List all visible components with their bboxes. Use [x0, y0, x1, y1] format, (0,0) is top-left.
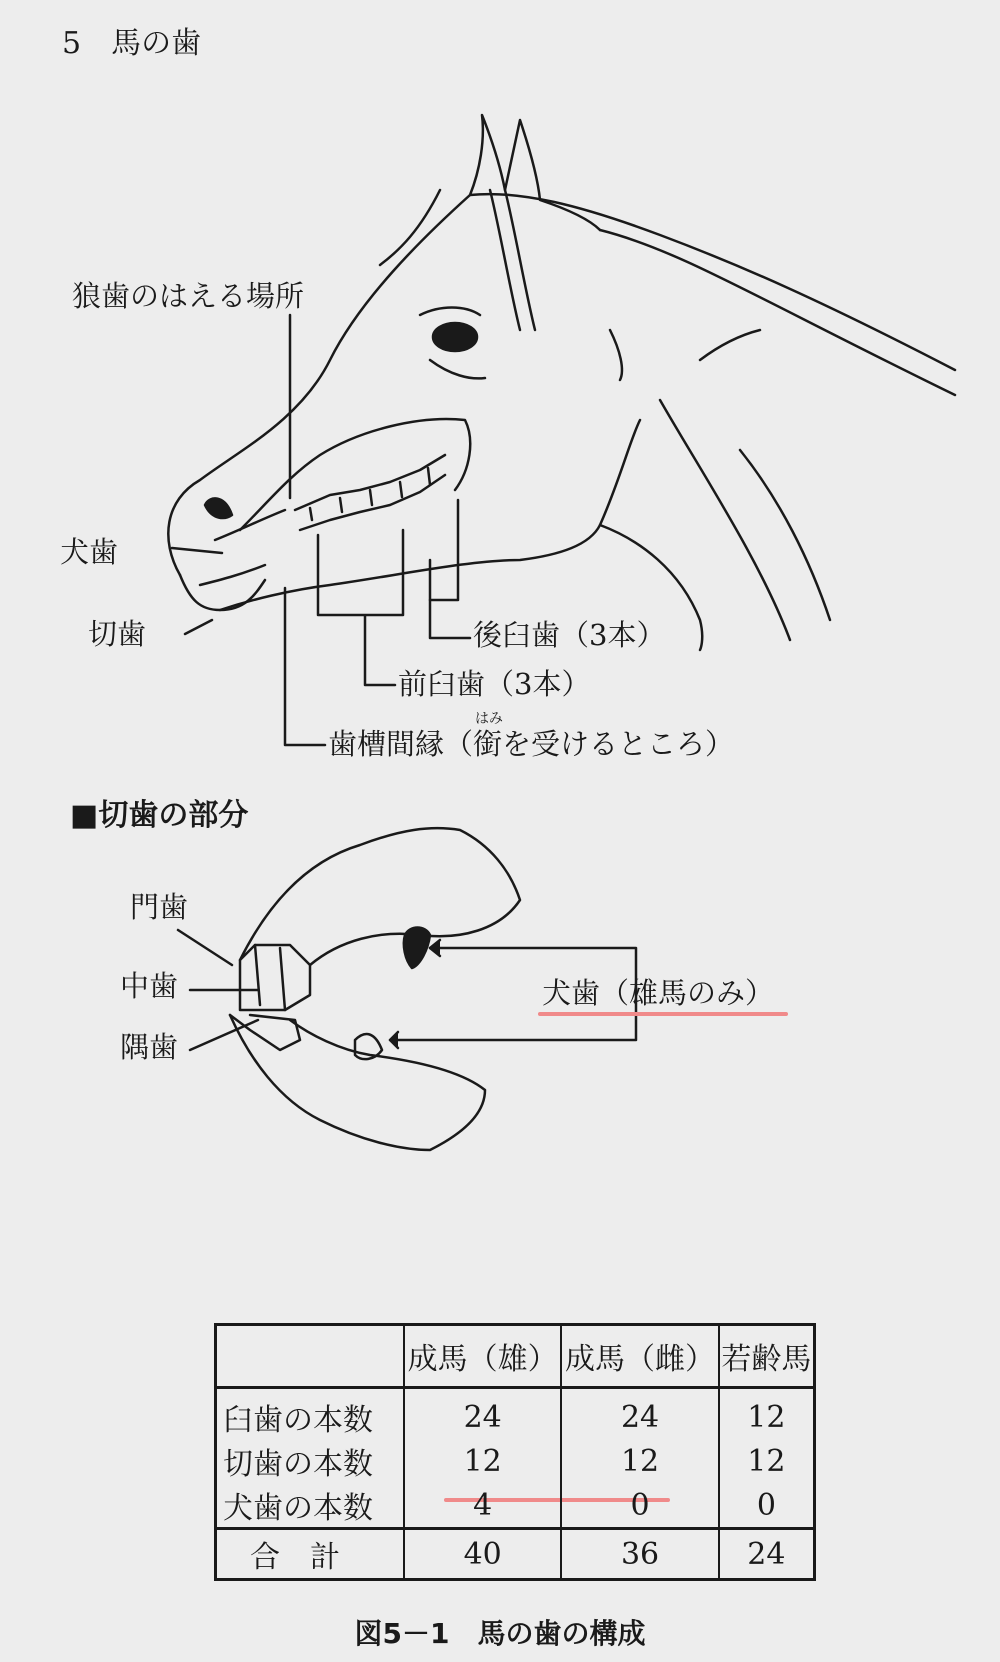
label-incisor: 切歯 [88, 617, 147, 651]
leader-front-molar [318, 530, 403, 685]
leader-incisor [185, 620, 212, 634]
label-middle-incisor: 中歯 [120, 969, 179, 1003]
cell: 36 [561, 1529, 718, 1580]
leader-center [178, 930, 232, 965]
col-adult-female: 成馬（雌） [561, 1325, 718, 1388]
cell: 12 [404, 1439, 561, 1483]
label-gap-rest: を受けるところ） [502, 727, 735, 761]
horse-mane [470, 194, 955, 370]
label-canine-male: 犬歯（雄馬のみ） [542, 976, 775, 1010]
page-header: 5 馬の歯 [62, 26, 202, 61]
upper-canine [404, 928, 430, 969]
label-gap-kanji-wrap [473, 711, 504, 761]
cell: 12 [719, 1388, 815, 1440]
label-gap-kanji: 銜 [473, 727, 503, 761]
label-canine: 犬歯 [60, 535, 119, 569]
cell: 0 [561, 1483, 718, 1529]
row-label-total: 合計 [216, 1529, 405, 1580]
teeth-count-table [214, 1323, 816, 1581]
label-corner-incisor: 隅歯 [120, 1030, 179, 1064]
leader-canine [172, 548, 222, 553]
horse-eye [433, 323, 477, 351]
col-young: 若齢馬 [719, 1325, 815, 1388]
label-center-incisor: 門歯 [130, 890, 189, 924]
table-header-row [216, 1325, 815, 1388]
lower-jaw-outline [230, 1015, 485, 1150]
label-front-molar: 前臼歯（3本） [398, 667, 591, 701]
row-label: 切歯の本数 [223, 1447, 373, 1482]
cell: 24 [404, 1388, 561, 1440]
cell: 24 [719, 1529, 815, 1580]
cell: 4 [404, 1483, 561, 1529]
cell: 0 [719, 1483, 815, 1529]
cell: 24 [561, 1388, 718, 1440]
label-gap-ruby: はみ [475, 711, 504, 727]
row-label: 犬歯の本数 [223, 1491, 373, 1526]
cell: 40 [404, 1529, 561, 1580]
label-gap-main: 歯槽間縁（ [328, 727, 474, 761]
figure-caption: 図5－1 馬の歯の構成 [354, 1617, 646, 1650]
cell: 12 [561, 1439, 718, 1483]
cell: 12 [719, 1439, 815, 1483]
horse-nostril [205, 498, 232, 518]
table-row-incisors [216, 1439, 815, 1483]
table-row-canines [216, 1483, 815, 1529]
table-row-total [216, 1529, 815, 1580]
leader-corner [190, 1020, 258, 1050]
col-adult-male: 成馬（雄） [404, 1325, 561, 1388]
label-wolf-tooth: 狼歯のはえる場所 [72, 279, 305, 313]
section-title: ■切歯の部分 [70, 798, 249, 833]
label-gap [328, 711, 735, 761]
table-corner [216, 1325, 405, 1388]
label-rear-molar: 後臼歯（3本） [473, 618, 666, 652]
row-label: 臼歯の本数 [223, 1403, 373, 1438]
table-row-molars [216, 1388, 815, 1440]
